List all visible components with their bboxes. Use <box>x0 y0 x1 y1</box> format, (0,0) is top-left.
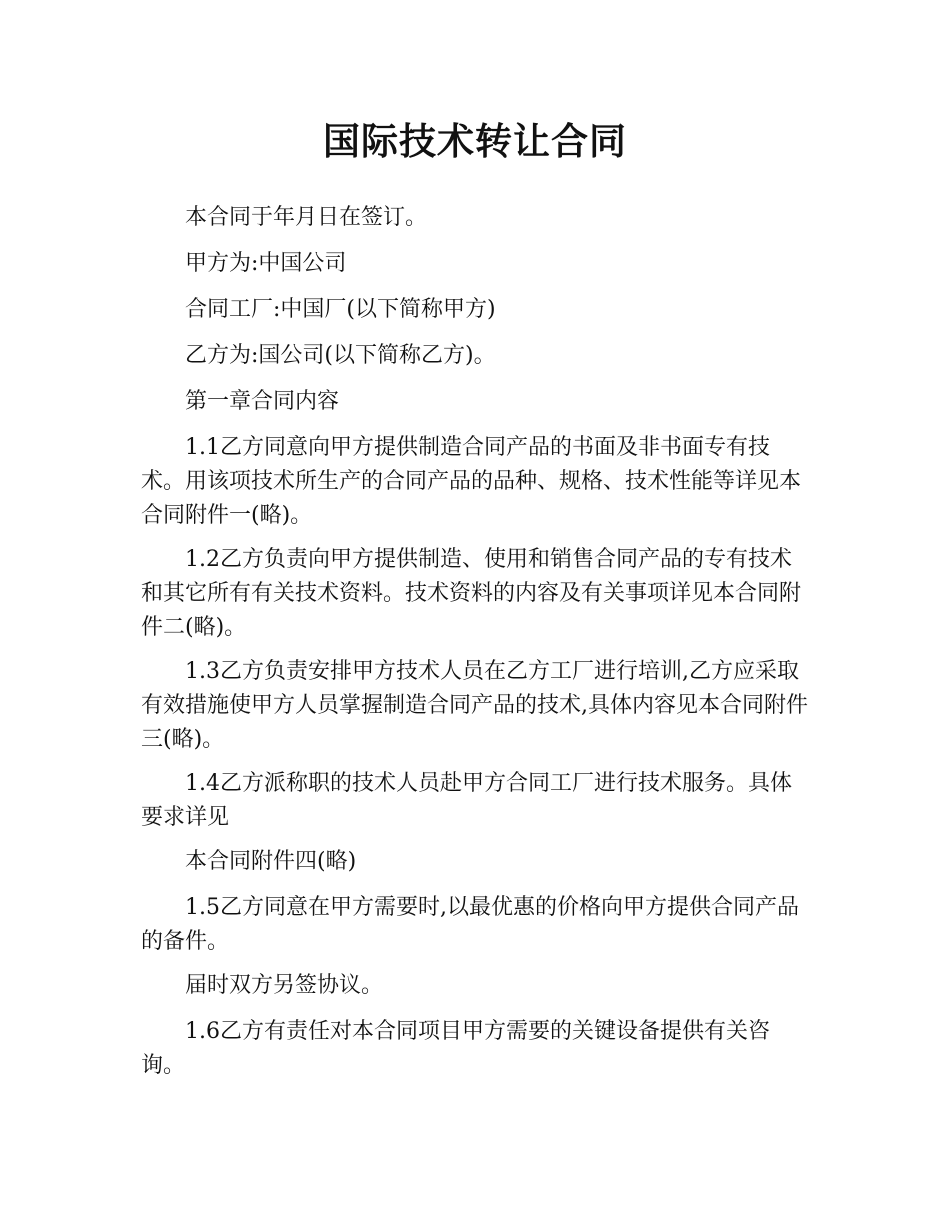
document-title: 国际技术转让合同 <box>323 120 627 163</box>
paragraph-signing-date: 本合同于年月日在签订。 <box>185 205 428 230</box>
clause-1-2: 1.2乙方负责向甲方提供制造、使用和销售合同产品的专有技术和其它所有有关技术资料。技术资料的内容及有关事项详见本合同附件二(略)。 <box>141 547 802 640</box>
clause-1-1: 1.1乙方同意向甲方提供制造合同产品的书面及非书面专有技术。用该项技术所生产的合同产品的品种、规格、技术性能等详见本合同附件一(略)。 <box>141 435 802 528</box>
clause-1-4: 1.4乙方派称职的技术人员赴甲方合同工厂进行技术服务。具体要求详见 <box>141 771 792 830</box>
clause-1-3: 1.3乙方负责安排甲方技术人员在乙方工厂进行培训,乙方应采取有效措施使甲方人员掌握制造合同产品的技术,具体内容见本合同附件三(略)。 <box>141 659 808 752</box>
clause-1-4-continued: 本合同附件四(略) <box>185 849 357 874</box>
clause-1-5-continued: 届时双方另签协议。 <box>185 973 384 998</box>
paragraph-contract-factory: 合同工厂:中国厂(以下简称甲方) <box>185 297 496 322</box>
clause-1-5: 1.5乙方同意在甲方需要时,以最优惠的价格向甲方提供合同产品的备件。 <box>141 895 799 954</box>
paragraph-party-a: 甲方为:中国公司 <box>185 251 347 276</box>
chapter-heading: 第一章合同内容 <box>185 389 340 414</box>
paragraph-party-b: 乙方为:国公司(以下简称乙方)。 <box>185 343 496 368</box>
document-body <box>141 201 813 1093</box>
clause-1-6: 1.6乙方有责任对本合同项目甲方需要的关键设备提供有关咨询。 <box>141 1019 770 1078</box>
